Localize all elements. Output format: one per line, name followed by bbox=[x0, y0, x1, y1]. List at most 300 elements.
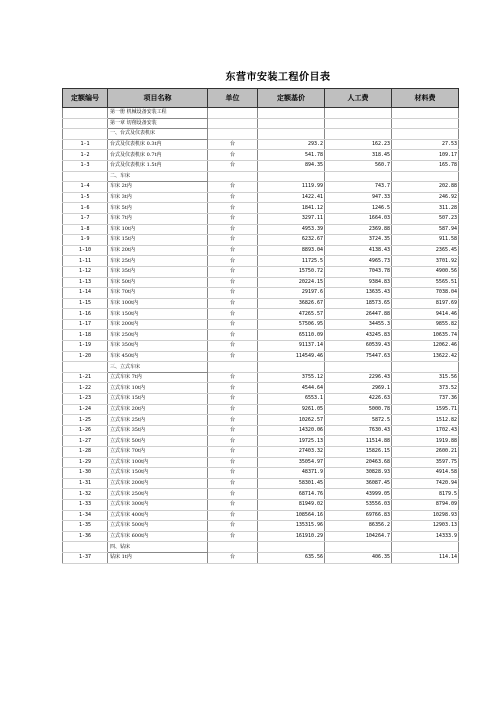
section-row bbox=[63, 108, 459, 119]
table-row bbox=[63, 330, 459, 341]
cell-base-price: 65110.09 bbox=[258, 330, 325, 341]
cell-labor-cost: 15826.15 bbox=[325, 447, 392, 458]
cell-unit: 台 bbox=[208, 415, 258, 426]
cell-labor-cost: 18573.65 bbox=[325, 298, 392, 309]
cell-material-cost: 8794.09 bbox=[392, 499, 459, 510]
cell-base-price: 9261.05 bbox=[258, 404, 325, 415]
cell-name: 台式及仪表机床 1.5t内 bbox=[108, 160, 208, 171]
table-row bbox=[63, 182, 459, 193]
cell-name: 立式车床 600t内 bbox=[108, 531, 208, 542]
cell-labor-cost: 26447.88 bbox=[325, 309, 392, 320]
cell-material-cost: 587.94 bbox=[392, 224, 459, 235]
cell-labor-cost: 560.7 bbox=[325, 160, 392, 171]
cell-material-cost: 911.58 bbox=[392, 235, 459, 246]
cell-base-price: 1841.12 bbox=[258, 203, 325, 214]
cell-code: 1-27 bbox=[63, 436, 108, 447]
cell-material-cost: 5565.51 bbox=[392, 277, 459, 288]
cell-code: 1-24 bbox=[63, 404, 108, 415]
table-row bbox=[63, 415, 459, 426]
section-row bbox=[63, 542, 459, 553]
cell-code: 1-31 bbox=[63, 478, 108, 489]
table-row bbox=[63, 468, 459, 479]
cell-base-price: 14320.06 bbox=[258, 425, 325, 436]
cell-material-cost: 1919.88 bbox=[392, 436, 459, 447]
cell-name: 车床 350t内 bbox=[108, 341, 208, 352]
cell-unit: 台 bbox=[208, 203, 258, 214]
cell-material-cost: 14333.9 bbox=[392, 531, 459, 542]
cell-base-price: 293.2 bbox=[258, 139, 325, 150]
table-row bbox=[63, 192, 459, 203]
cell-material-cost: 165.78 bbox=[392, 160, 459, 171]
cell-labor-cost: 743.7 bbox=[325, 182, 392, 193]
cell-material-cost: 13622.42 bbox=[392, 351, 459, 362]
cell-unit: 台 bbox=[208, 510, 258, 521]
cell-name: 立式车床 35t内 bbox=[108, 425, 208, 436]
cell-name: 车床 7t内 bbox=[108, 213, 208, 224]
cell-base-price: 541.78 bbox=[258, 150, 325, 161]
cell-base-price bbox=[258, 542, 325, 553]
table-row bbox=[63, 139, 459, 150]
cell-material-cost: 315.56 bbox=[392, 372, 459, 383]
table-row bbox=[63, 266, 459, 277]
cell-code: 1-25 bbox=[63, 415, 108, 426]
cell-name: 立式车床 300t内 bbox=[108, 499, 208, 510]
cell-labor-cost bbox=[325, 542, 392, 553]
cell-unit: 台 bbox=[208, 489, 258, 500]
cell-labor-cost: 4226.63 bbox=[325, 394, 392, 405]
cell-name: 车床 25t内 bbox=[108, 256, 208, 267]
cell-name: 第一册 机械设备安装工程 bbox=[108, 108, 208, 119]
cell-material-cost: 1512.82 bbox=[392, 415, 459, 426]
cell-base-price: 3755.12 bbox=[258, 372, 325, 383]
cell-labor-cost: 20463.68 bbox=[325, 457, 392, 468]
cell-unit bbox=[208, 171, 258, 182]
cell-name: 车床 10t内 bbox=[108, 224, 208, 235]
cell-name: 钻床 1t内 bbox=[108, 552, 208, 563]
cell-base-price: 6553.1 bbox=[258, 394, 325, 405]
cell-code: 1-7 bbox=[63, 213, 108, 224]
cell-base-price bbox=[258, 108, 325, 119]
cell-labor-cost: 7630.43 bbox=[325, 425, 392, 436]
table-row bbox=[63, 341, 459, 352]
cell-code: 1-19 bbox=[63, 341, 108, 352]
cell-material-cost: 114.14 bbox=[392, 552, 459, 563]
cell-labor-cost: 13635.43 bbox=[325, 288, 392, 299]
cell-labor-cost: 5872.5 bbox=[325, 415, 392, 426]
cell-material-cost bbox=[392, 171, 459, 182]
cell-name: 立式车床 10t内 bbox=[108, 383, 208, 394]
cell-labor-cost: 86356.2 bbox=[325, 521, 392, 532]
cell-labor-cost: 4965.73 bbox=[325, 256, 392, 267]
cell-unit: 台 bbox=[208, 447, 258, 458]
cell-material-cost: 246.92 bbox=[392, 192, 459, 203]
cell-base-price bbox=[258, 171, 325, 182]
cell-name: 立式车床 70t内 bbox=[108, 447, 208, 458]
cell-labor-cost: 406.35 bbox=[325, 552, 392, 563]
cell-code: 1-10 bbox=[63, 245, 108, 256]
table-row bbox=[63, 298, 459, 309]
cell-material-cost: 8179.5 bbox=[392, 489, 459, 500]
cell-labor-cost: 1664.03 bbox=[325, 213, 392, 224]
cell-name: 车床 100t内 bbox=[108, 298, 208, 309]
cell-base-price bbox=[258, 362, 325, 373]
cell-unit: 台 bbox=[208, 436, 258, 447]
cell-code: 1-5 bbox=[63, 192, 108, 203]
table-row bbox=[63, 309, 459, 320]
cell-code: 1-36 bbox=[63, 531, 108, 542]
table-row bbox=[63, 351, 459, 362]
cell-code: 1-16 bbox=[63, 309, 108, 320]
table-row bbox=[63, 478, 459, 489]
cell-code: 1-2 bbox=[63, 150, 108, 161]
cell-unit: 台 bbox=[208, 330, 258, 341]
table-row bbox=[63, 552, 459, 563]
table-row bbox=[63, 383, 459, 394]
cell-material-cost: 10298.93 bbox=[392, 510, 459, 521]
cell-unit: 台 bbox=[208, 394, 258, 405]
cell-base-price: 161910.29 bbox=[258, 531, 325, 542]
cell-code bbox=[63, 129, 108, 140]
cell-material-cost: 202.88 bbox=[392, 182, 459, 193]
cell-unit: 台 bbox=[208, 192, 258, 203]
cell-name: 立式车床 50t内 bbox=[108, 436, 208, 447]
cell-unit: 台 bbox=[208, 499, 258, 510]
cell-material-cost: 4900.56 bbox=[392, 266, 459, 277]
table-row bbox=[63, 288, 459, 299]
cell-labor-cost bbox=[325, 108, 392, 119]
cell-material-cost: 27.53 bbox=[392, 139, 459, 150]
cell-code: 1-29 bbox=[63, 457, 108, 468]
cell-code: 1-35 bbox=[63, 521, 108, 532]
cell-unit bbox=[208, 108, 258, 119]
cell-code: 1-8 bbox=[63, 224, 108, 235]
cell-name: 台式及仪表机床 0.3t内 bbox=[108, 139, 208, 150]
cell-base-price: 6232.67 bbox=[258, 235, 325, 246]
cell-base-price: 58301.45 bbox=[258, 478, 325, 489]
cell-material-cost: 3701.92 bbox=[392, 256, 459, 267]
cell-unit: 台 bbox=[208, 160, 258, 171]
cell-code: 1-33 bbox=[63, 499, 108, 510]
cell-unit: 台 bbox=[208, 404, 258, 415]
cell-unit: 台 bbox=[208, 139, 258, 150]
table-row bbox=[63, 160, 459, 171]
table-body bbox=[63, 108, 459, 564]
cell-labor-cost: 75447.63 bbox=[325, 351, 392, 362]
cell-labor-cost: 11514.88 bbox=[325, 436, 392, 447]
cell-unit: 台 bbox=[208, 245, 258, 256]
cell-base-price: 35054.97 bbox=[258, 457, 325, 468]
cell-base-price: 3297.11 bbox=[258, 213, 325, 224]
cell-base-price: 1422.41 bbox=[258, 192, 325, 203]
cell-labor-cost: 2969.1 bbox=[325, 383, 392, 394]
section-row bbox=[63, 118, 459, 129]
cell-base-price: 81949.02 bbox=[258, 499, 325, 510]
cell-material-cost: 12903.13 bbox=[392, 521, 459, 532]
page-title: 东营市安装工程价目表 bbox=[225, 72, 331, 83]
cell-name: 立式车床 15t内 bbox=[108, 394, 208, 405]
cell-code bbox=[63, 542, 108, 553]
cell-labor-cost bbox=[325, 129, 392, 140]
cell-unit: 台 bbox=[208, 372, 258, 383]
cell-labor-cost: 36087.45 bbox=[325, 478, 392, 489]
cell-name: 车床 20t内 bbox=[108, 245, 208, 256]
cell-unit: 台 bbox=[208, 457, 258, 468]
cell-code: 1-17 bbox=[63, 319, 108, 330]
cell-name: 车床 35t内 bbox=[108, 266, 208, 277]
header-name: 项目名称 bbox=[108, 89, 208, 108]
cell-labor-cost bbox=[325, 362, 392, 373]
cell-unit: 台 bbox=[208, 235, 258, 246]
cell-code: 1-20 bbox=[63, 351, 108, 362]
cell-base-price: 10262.57 bbox=[258, 415, 325, 426]
cell-labor-cost: 104264.7 bbox=[325, 531, 392, 542]
cell-material-cost bbox=[392, 362, 459, 373]
cell-code: 1-28 bbox=[63, 447, 108, 458]
cell-name: 车床 150t内 bbox=[108, 309, 208, 320]
table-row bbox=[63, 213, 459, 224]
cell-labor-cost bbox=[325, 118, 392, 129]
cell-unit: 台 bbox=[208, 319, 258, 330]
cell-name: 三、立式车床 bbox=[108, 362, 208, 373]
cell-unit: 台 bbox=[208, 309, 258, 320]
cell-base-price: 29197.6 bbox=[258, 288, 325, 299]
cell-labor-cost: 2296.43 bbox=[325, 372, 392, 383]
table-row bbox=[63, 394, 459, 405]
cell-base-price: 108564.16 bbox=[258, 510, 325, 521]
table-row bbox=[63, 499, 459, 510]
table-row bbox=[63, 277, 459, 288]
cell-name: 车床 5t内 bbox=[108, 203, 208, 214]
cell-code: 1-11 bbox=[63, 256, 108, 267]
cell-unit bbox=[208, 362, 258, 373]
cell-labor-cost: 318.45 bbox=[325, 150, 392, 161]
cell-labor-cost: 3724.35 bbox=[325, 235, 392, 246]
cell-base-price: 135315.96 bbox=[258, 521, 325, 532]
cell-base-price bbox=[258, 129, 325, 140]
cell-base-price: 4544.64 bbox=[258, 383, 325, 394]
cell-material-cost: 2365.45 bbox=[392, 245, 459, 256]
table-row bbox=[63, 203, 459, 214]
cell-name: 立式车床 150t内 bbox=[108, 468, 208, 479]
cell-code: 1-21 bbox=[63, 372, 108, 383]
cell-unit: 台 bbox=[208, 383, 258, 394]
cell-base-price: 19725.13 bbox=[258, 436, 325, 447]
cell-code bbox=[63, 118, 108, 129]
header-base-price: 定额基价 bbox=[258, 89, 325, 108]
cell-labor-cost: 43245.83 bbox=[325, 330, 392, 341]
cell-base-price: 36826.67 bbox=[258, 298, 325, 309]
cell-unit: 台 bbox=[208, 298, 258, 309]
cell-unit: 台 bbox=[208, 256, 258, 267]
table-header-row bbox=[63, 89, 459, 108]
cell-base-price: 11725.5 bbox=[258, 256, 325, 267]
cell-labor-cost: 30828.93 bbox=[325, 468, 392, 479]
cell-unit: 台 bbox=[208, 150, 258, 161]
cell-labor-cost: 7043.78 bbox=[325, 266, 392, 277]
cell-code: 1-37 bbox=[63, 552, 108, 563]
cell-code: 1-6 bbox=[63, 203, 108, 214]
cell-code: 1-3 bbox=[63, 160, 108, 171]
cell-code: 1-9 bbox=[63, 235, 108, 246]
cell-unit: 台 bbox=[208, 552, 258, 563]
table-row bbox=[63, 447, 459, 458]
table-row bbox=[63, 319, 459, 330]
cell-code: 1-18 bbox=[63, 330, 108, 341]
table-row bbox=[63, 404, 459, 415]
cell-material-cost: 311.28 bbox=[392, 203, 459, 214]
cell-labor-cost: 162.23 bbox=[325, 139, 392, 150]
cell-unit: 台 bbox=[208, 182, 258, 193]
cell-base-price: 4953.39 bbox=[258, 224, 325, 235]
table-row bbox=[63, 531, 459, 542]
cell-code: 1-26 bbox=[63, 425, 108, 436]
cell-name: 立式车床 7t内 bbox=[108, 372, 208, 383]
cell-material-cost: 1595.71 bbox=[392, 404, 459, 415]
price-table bbox=[62, 88, 459, 564]
cell-base-price: 47265.57 bbox=[258, 309, 325, 320]
table-row bbox=[63, 489, 459, 500]
cell-name: 四、钻床 bbox=[108, 542, 208, 553]
cell-name: 车床 2t内 bbox=[108, 182, 208, 193]
cell-unit: 台 bbox=[208, 478, 258, 489]
cell-material-cost: 8197.69 bbox=[392, 298, 459, 309]
section-row bbox=[63, 171, 459, 182]
cell-code: 1-34 bbox=[63, 510, 108, 521]
cell-code: 1-14 bbox=[63, 288, 108, 299]
cell-labor-cost: 34455.3 bbox=[325, 319, 392, 330]
cell-name: 立式车床 200t内 bbox=[108, 478, 208, 489]
cell-unit bbox=[208, 118, 258, 129]
cell-material-cost bbox=[392, 108, 459, 119]
cell-name: 一、台式及仪表机床 bbox=[108, 129, 208, 140]
cell-base-price: 91137.14 bbox=[258, 341, 325, 352]
cell-material-cost: 373.52 bbox=[392, 383, 459, 394]
table-row bbox=[63, 425, 459, 436]
cell-material-cost: 7420.94 bbox=[392, 478, 459, 489]
cell-base-price: 48371.9 bbox=[258, 468, 325, 479]
cell-name: 台式及仪表机床 0.7t内 bbox=[108, 150, 208, 161]
cell-unit: 台 bbox=[208, 531, 258, 542]
cell-unit bbox=[208, 542, 258, 553]
cell-code: 1-4 bbox=[63, 182, 108, 193]
cell-base-price: 8893.04 bbox=[258, 245, 325, 256]
header-material-cost: 材料费 bbox=[392, 89, 459, 108]
cell-code: 1-1 bbox=[63, 139, 108, 150]
cell-base-price: 114549.46 bbox=[258, 351, 325, 362]
table-row bbox=[63, 510, 459, 521]
cell-labor-cost bbox=[325, 171, 392, 182]
cell-unit: 台 bbox=[208, 521, 258, 532]
cell-base-price: 20224.15 bbox=[258, 277, 325, 288]
cell-code bbox=[63, 362, 108, 373]
cell-code: 1-23 bbox=[63, 394, 108, 405]
cell-material-cost bbox=[392, 129, 459, 140]
header-unit: 单位 bbox=[208, 89, 258, 108]
cell-material-cost bbox=[392, 542, 459, 553]
cell-material-cost: 2600.21 bbox=[392, 447, 459, 458]
cell-material-cost: 9414.46 bbox=[392, 309, 459, 320]
cell-unit: 台 bbox=[208, 224, 258, 235]
cell-name: 车床 15t内 bbox=[108, 235, 208, 246]
cell-unit: 台 bbox=[208, 468, 258, 479]
cell-base-price: 1119.99 bbox=[258, 182, 325, 193]
table-row bbox=[63, 224, 459, 235]
cell-code: 1-15 bbox=[63, 298, 108, 309]
cell-unit: 台 bbox=[208, 341, 258, 352]
cell-name: 车床 250t内 bbox=[108, 330, 208, 341]
cell-material-cost: 7038.04 bbox=[392, 288, 459, 299]
cell-labor-cost: 43999.05 bbox=[325, 489, 392, 500]
cell-base-price: 635.56 bbox=[258, 552, 325, 563]
cell-base-price: 894.35 bbox=[258, 160, 325, 171]
cell-unit bbox=[208, 129, 258, 140]
cell-labor-cost: 4138.43 bbox=[325, 245, 392, 256]
section-row bbox=[63, 129, 459, 140]
table-row bbox=[63, 372, 459, 383]
cell-material-cost: 507.23 bbox=[392, 213, 459, 224]
table-row bbox=[63, 150, 459, 161]
cell-base-price bbox=[258, 118, 325, 129]
cell-material-cost: 4914.58 bbox=[392, 468, 459, 479]
cell-name: 车床 3t内 bbox=[108, 192, 208, 203]
cell-labor-cost: 1246.5 bbox=[325, 203, 392, 214]
cell-name: 车床 450t内 bbox=[108, 351, 208, 362]
cell-unit: 台 bbox=[208, 425, 258, 436]
section-row bbox=[63, 362, 459, 373]
cell-material-cost: 10635.74 bbox=[392, 330, 459, 341]
cell-material-cost bbox=[392, 118, 459, 129]
cell-name: 立式车床 25t内 bbox=[108, 415, 208, 426]
cell-name: 立式车床 100t内 bbox=[108, 457, 208, 468]
table-row bbox=[63, 235, 459, 246]
cell-code: 1-22 bbox=[63, 383, 108, 394]
cell-name: 第一章 切削设备安装 bbox=[108, 118, 208, 129]
table-row bbox=[63, 457, 459, 468]
cell-name: 立式车床 500t内 bbox=[108, 521, 208, 532]
cell-base-price: 57506.95 bbox=[258, 319, 325, 330]
cell-labor-cost: 60539.43 bbox=[325, 341, 392, 352]
cell-material-cost: 737.36 bbox=[392, 394, 459, 405]
cell-unit: 台 bbox=[208, 213, 258, 224]
cell-unit: 台 bbox=[208, 288, 258, 299]
cell-code: 1-13 bbox=[63, 277, 108, 288]
cell-code bbox=[63, 171, 108, 182]
cell-material-cost: 3597.75 bbox=[392, 457, 459, 468]
cell-code: 1-12 bbox=[63, 266, 108, 277]
cell-labor-cost: 69766.83 bbox=[325, 510, 392, 521]
cell-name: 立式车床 400t内 bbox=[108, 510, 208, 521]
cell-base-price: 27403.32 bbox=[258, 447, 325, 458]
cell-material-cost: 109.17 bbox=[392, 150, 459, 161]
table-row bbox=[63, 521, 459, 532]
cell-name: 车床 50t内 bbox=[108, 277, 208, 288]
cell-name: 立式车床 20t内 bbox=[108, 404, 208, 415]
cell-material-cost: 12062.46 bbox=[392, 341, 459, 352]
cell-unit: 台 bbox=[208, 277, 258, 288]
cell-base-price: 68714.76 bbox=[258, 489, 325, 500]
cell-code bbox=[63, 108, 108, 119]
cell-labor-cost: 9384.83 bbox=[325, 277, 392, 288]
cell-material-cost: 1702.43 bbox=[392, 425, 459, 436]
cell-unit: 台 bbox=[208, 351, 258, 362]
cell-code: 1-32 bbox=[63, 489, 108, 500]
cell-labor-cost: 5000.78 bbox=[325, 404, 392, 415]
cell-unit: 台 bbox=[208, 266, 258, 277]
table-row bbox=[63, 245, 459, 256]
table-row bbox=[63, 256, 459, 267]
cell-code: 1-30 bbox=[63, 468, 108, 479]
cell-name: 车床 70t内 bbox=[108, 288, 208, 299]
